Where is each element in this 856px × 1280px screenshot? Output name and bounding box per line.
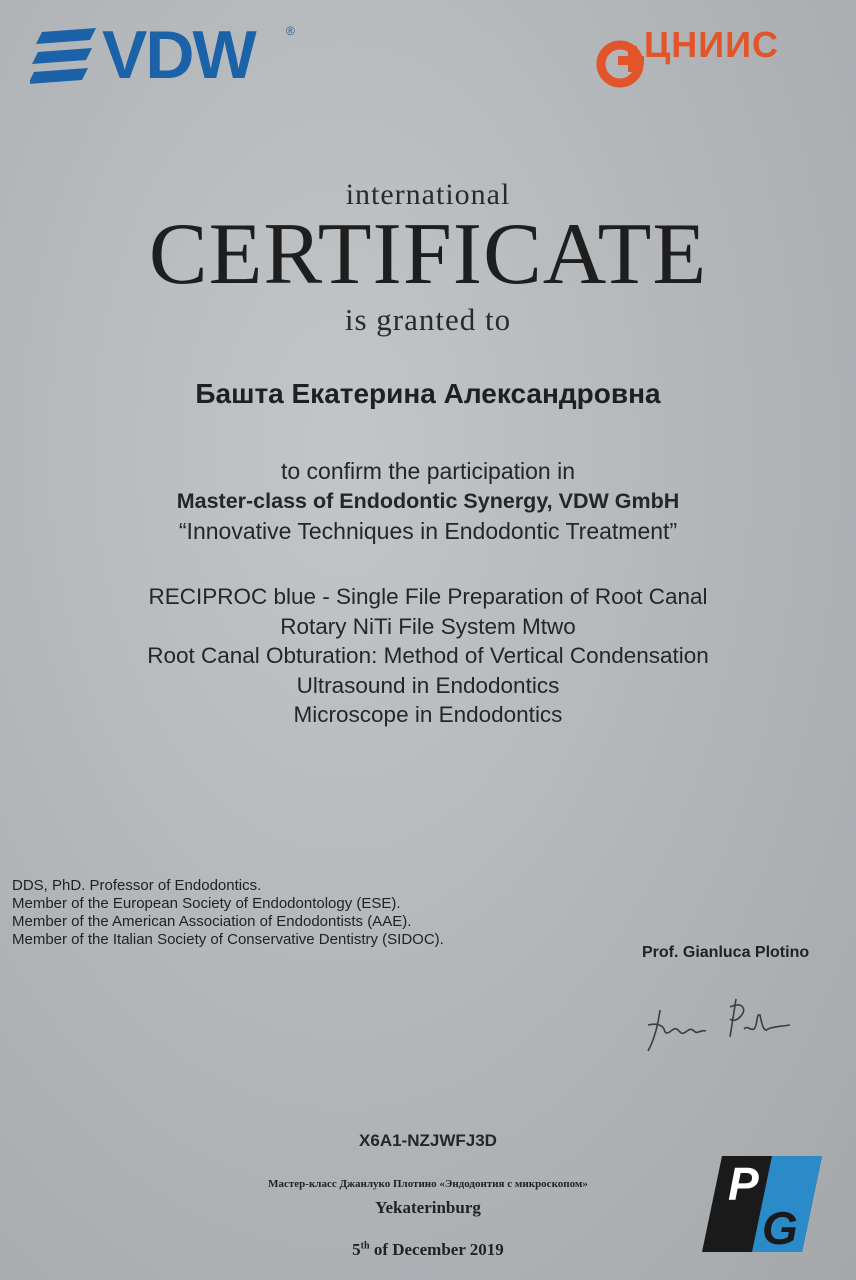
credential-line: Member of the European Society of Endodontology (ESE). [12, 895, 401, 912]
course-item: Microscope in Endodontics [293, 702, 563, 727]
event-name: Master-class of Endodontic Synergy, VDW GmbH [176, 489, 680, 513]
cniis-emblem-icon [596, 26, 646, 96]
course-item: Root Canal Obturation: Method of Vertical Condensation [147, 643, 709, 668]
course-item: Rotary NiTi File System Mtwo [280, 613, 576, 639]
pg-logo-icon [698, 1156, 822, 1252]
course-list [0, 582, 856, 730]
city: Yekaterinburg [375, 1198, 481, 1217]
certificate-posttitle: is granted to [344, 302, 512, 337]
course-name-russian: Мастер-класс Джанлуко Плотино «Эндодонтия с микроскопом» [268, 1178, 588, 1190]
vdw-stripes-icon [30, 22, 102, 94]
registered-mark: ® [286, 24, 295, 38]
svg-text:G: G [762, 1202, 798, 1252]
vdw-logo [30, 17, 300, 94]
date-rest: of December 2019 [369, 1240, 504, 1259]
course-item: RECIPROC blue - Single File Preparation of Root Canal [148, 584, 708, 609]
credential-line: DDS, PhD. Professor of Endodontics. [12, 877, 262, 894]
date-day: 5 [352, 1240, 361, 1259]
event-subtitle: “Innovative Techniques in Endodontic Treatment” [178, 518, 678, 544]
event-block [0, 456, 856, 546]
signatory-credentials [12, 877, 632, 949]
certificate-code: X6A1-NZJWFJ3D [359, 1131, 497, 1150]
svg-text:P: P [728, 1158, 759, 1210]
handwritten-signature [640, 985, 820, 1065]
credential-line: Member of the Italian Society of Conservative Dentistry (SIDOC). [12, 931, 444, 948]
signatory-name: Prof. Gianluca Plotino [642, 944, 810, 961]
certificate-pretitle: international [345, 178, 511, 211]
course-item: Ultrasound in Endodontics [296, 672, 560, 698]
credential-line: Member of the American Association of Endodontists (AAE). [12, 913, 412, 930]
cniis-wordmark: ЦНИИС [644, 24, 780, 65]
confirm-text: to confirm the participation in [280, 458, 576, 484]
certificate-title: CERTIFICATE [148, 206, 708, 303]
cniis-logo [596, 26, 836, 96]
vdw-wordmark: VDW [102, 17, 255, 93]
recipient-name: Башта Екатерина Александровна [195, 378, 661, 409]
date-suffix: th [360, 1240, 370, 1252]
